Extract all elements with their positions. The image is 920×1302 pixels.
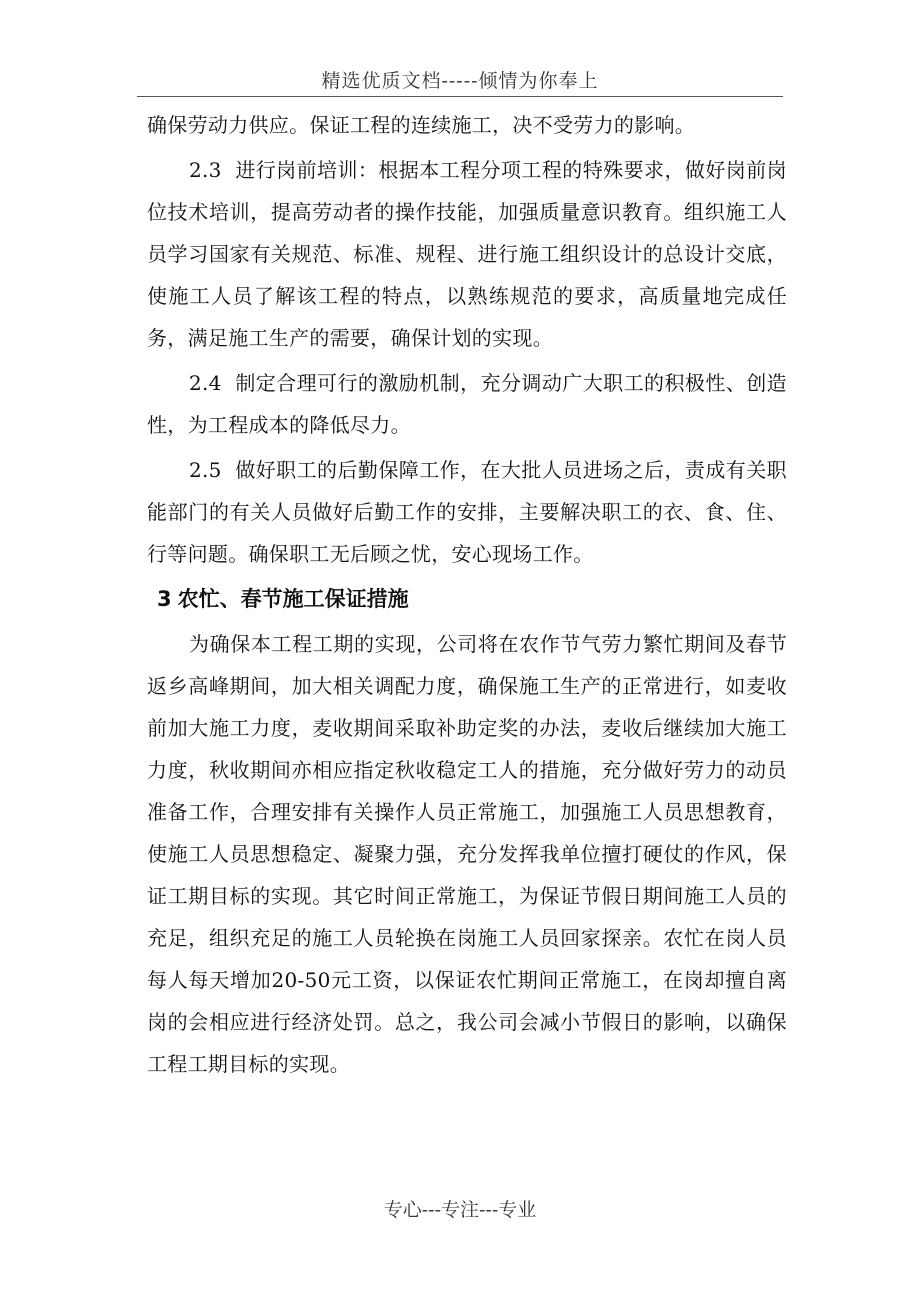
header-divider [137, 96, 783, 97]
paragraph-2-5 [147, 449, 787, 575]
section-title-3: 农忙、春节施工保证措施 [177, 587, 409, 611]
paragraph-continuation: 确保劳动力供应。保证工程的连续施工，决不受劳力的影响。 [147, 113, 696, 137]
page-header: 精选优质文档-----倾情为你奉上 [321, 70, 599, 92]
item-text-2-4: 制定合理可行的激励机制，充分调动广大职工的积极性、创造性，为工程成本的降低尽力。 [147, 371, 787, 437]
item-text-2-5: 做好职工的后勤保障工作，在大批人员进场之后，责成有关职能部门的有关人员做好后勤工作的安排，主要解决职工的衣、食、住、行等问题。确保职工无后顾之忧，安心现场工作。 [147, 458, 787, 566]
document-body [147, 104, 787, 1088]
page-footer: 专心---专注---专业 [383, 1199, 537, 1221]
paragraph-2-3 [147, 149, 787, 359]
item-number-2-5: 2.5 [189, 458, 222, 482]
section-heading-3 [157, 579, 787, 619]
paragraph-2-4 [147, 362, 787, 446]
item-text-2-3: 进行岗前培训：根据本工程分项工程的特殊要求，做好岗前岗位技术培训，提高劳动者的操作技能，加强质量意识教育。组织施工人员学习国家有关规范、标准、规程、进行施工组织设计的总设计交底，使施工人员了解该工程的特点，以熟练规范的要求，高质量地完成任务，满足施工生产的需要，确保计划的实现。 [147, 158, 787, 350]
section-number-3: 3 [157, 587, 172, 611]
paragraph-section-3: 为确保本工程工期的实现，公司将在农作节气劳力繁忙期间及春节返乡高峰期间，加大相关调配力度，确保施工生产的正常进行，如麦收前加大施工力度，麦收期间采取补助定奖的办法，麦收后继续加大施工力度，秋收期间亦相应指定秋收稳定工人的措施，充分做好劳力的动员准备工作，合理安排有关操作人员正常施工，加强施工人员思想教育，使施工人员思想稳定、凝聚力强，充分发挥我单位擅打硬仗的作风，保证工期目标的实现。其它时间正常施工，为保证节假日期间施工人员的充足，组织充足的施工人员轮换在岗施工人员回家探亲。农忙在岗人员每人每天增加20-50元工资，以保证农忙期间正常施工，在岗却擅自离岗的会相应进行经济处罚。总之，我公司会减小节假日的影响，以确保工程工期目标的实现。 [147, 632, 787, 1076]
item-number-2-4: 2.4 [189, 371, 222, 395]
item-number-2-3: 2.3 [189, 158, 222, 182]
